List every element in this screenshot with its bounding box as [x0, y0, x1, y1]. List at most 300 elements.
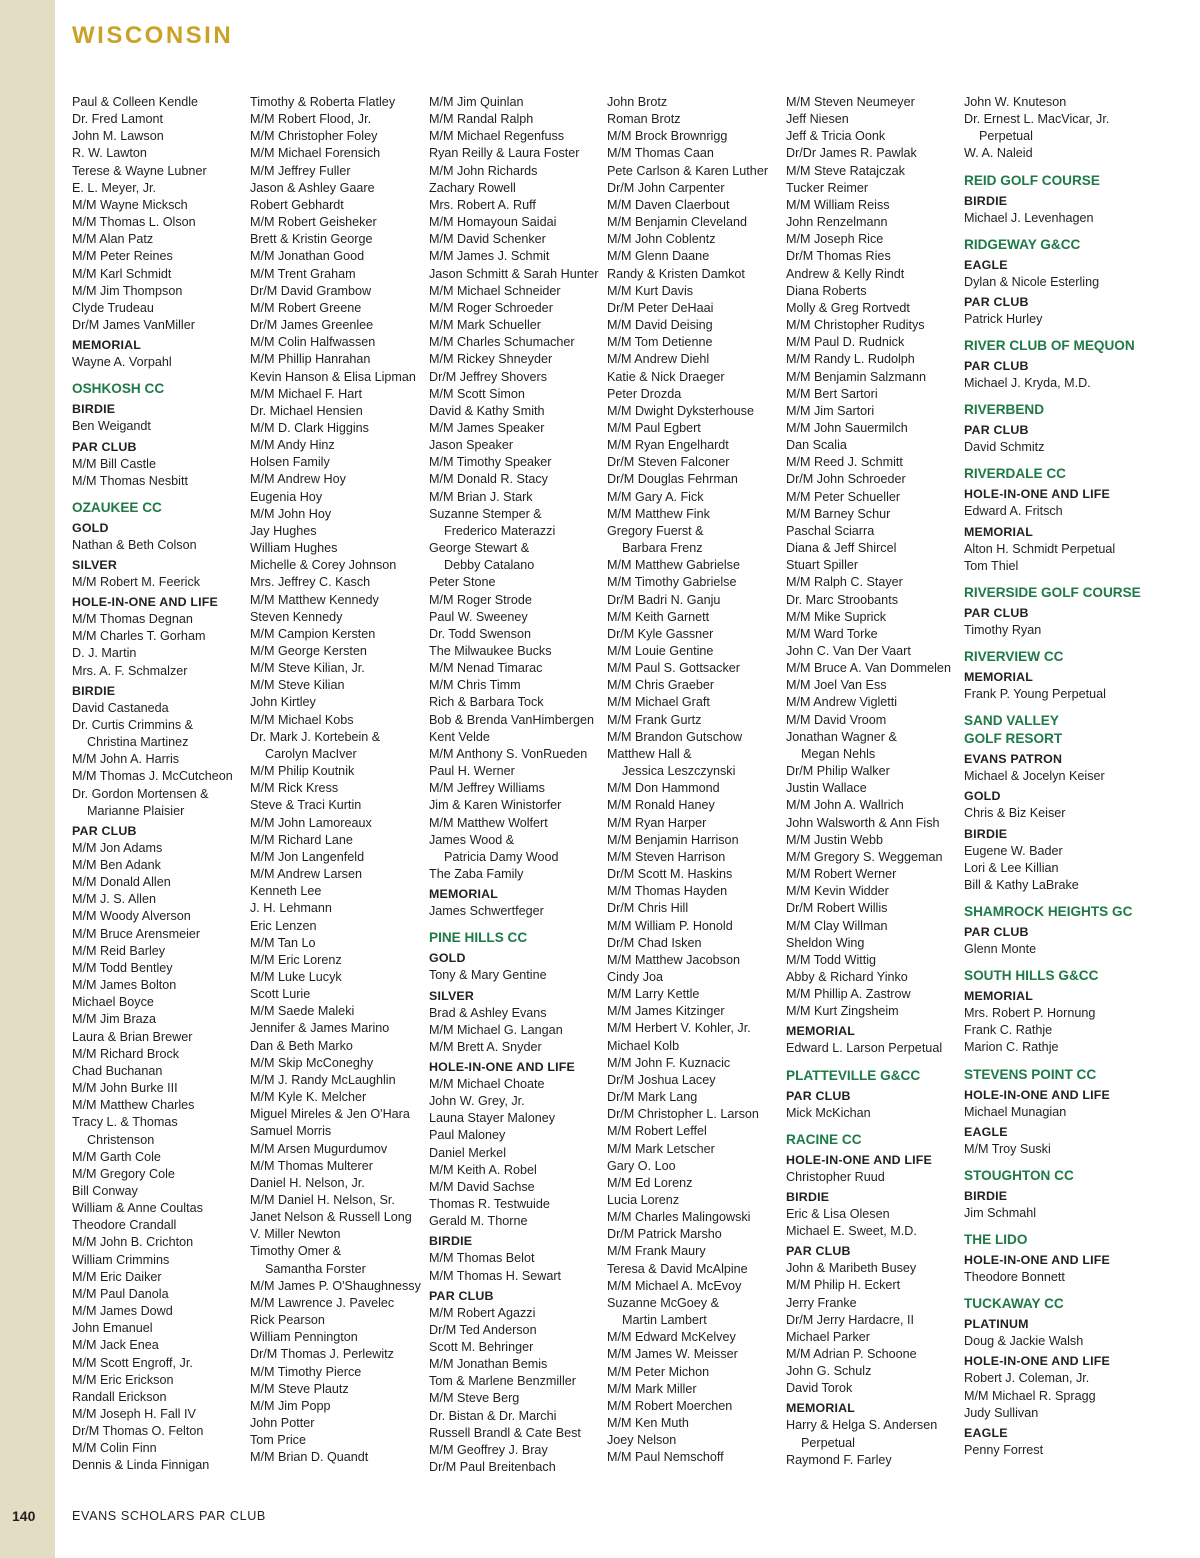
donor-name: Harry & Helga S. Andersen — [786, 1418, 938, 1433]
donor-name: Michael Munagian — [964, 1104, 1067, 1119]
donor-name: Mrs. Robert A. Ruff — [429, 197, 536, 212]
donor-level: PAR CLUB — [786, 1244, 851, 1259]
donor-name: M/M Steve Plautz — [250, 1381, 349, 1396]
donor-name: Peter Drozda — [607, 386, 682, 401]
donor-name: James Schwertfeger — [429, 904, 544, 919]
donor-name: Michael Kolb — [607, 1038, 680, 1053]
donor-name: M/M Randy L. Rudolph — [786, 352, 915, 367]
donor-name: M/M William Reiss — [786, 197, 890, 212]
donor-level: HOLE-IN-ONE AND LIFE — [429, 1059, 576, 1074]
club-heading: GOLF RESORT — [964, 731, 1063, 747]
donor-name: M/M Brian D. Quandt — [250, 1450, 369, 1465]
donor-name: Dr/M John Carpenter — [607, 180, 725, 195]
page-footer — [0, 1508, 600, 1528]
donor-name: Russell Brandl & Cate Best — [429, 1425, 581, 1440]
club-heading: STEVENS POINT CC — [964, 1066, 1097, 1082]
column-2 — [250, 94, 430, 1467]
donor-name: Rich & Barbara Tock — [429, 695, 544, 710]
donor-name: M/M Brandon Gutschow — [607, 729, 743, 744]
donor-name: Dr/M Mark Lang — [607, 1090, 698, 1105]
donor-name: Dr/M Badri N. Ganju — [607, 592, 721, 607]
donor-name: Roman Brotz — [607, 112, 681, 127]
donor-name: Frank P. Young Perpetual — [964, 687, 1106, 702]
donor-name: M/M Mark Miller — [607, 1381, 697, 1396]
donor-name: M/M Paul D. Rudnick — [786, 335, 905, 350]
donor-name: M/M Tom Detienne — [607, 335, 713, 350]
donor-name: M/M Jack Enea — [72, 1338, 159, 1353]
donor-name: Marion C. Rathje — [964, 1040, 1059, 1055]
donor-name: M/M Mike Suprick — [786, 609, 887, 624]
donor-name: M/M Daven Claerbout — [607, 197, 730, 212]
donor-level: BIRDIE — [964, 193, 1008, 208]
donor-name: M/M Eric Daiker — [72, 1269, 162, 1284]
donor-name: Dr/M Philip Walker — [786, 764, 890, 779]
column-5 — [786, 94, 966, 1469]
donor-name: John W. Grey, Jr. — [429, 1094, 525, 1109]
donor-level: PAR CLUB — [72, 439, 137, 454]
donor-name: M/M James J. Schmit — [429, 249, 550, 264]
club-heading: SHAMROCK HEIGHTS GC — [964, 903, 1133, 919]
donor-name: M/M Peter Schueller — [786, 489, 901, 504]
donor-name: M/M Robert M. Feerick — [72, 574, 201, 589]
donor-name: Holsen Family — [250, 455, 330, 470]
donor-name: Terese & Wayne Lubner — [72, 163, 207, 178]
donor-name: M/M Matthew Gabrielse — [607, 558, 740, 573]
donor-name: Randall Erickson — [72, 1389, 167, 1404]
donor-name: M/M Troy Suski — [964, 1141, 1051, 1156]
donor-name: Mrs. Robert P. Hornung — [964, 1006, 1096, 1021]
donor-level: GOLD — [72, 520, 109, 535]
donor-name: Timothy Omer & — [250, 1244, 342, 1259]
donor-name: M/M David Sachse — [429, 1179, 535, 1194]
donor-name: Miguel Mireles & Jen O'Hara — [250, 1107, 410, 1122]
donor-name: James Wood & — [429, 832, 515, 847]
donor-name: M/M Benjamin Cleveland — [607, 215, 747, 230]
donor-level: HOLE-IN-ONE AND LIFE — [964, 1087, 1111, 1102]
club-heading: RIVERSIDE GOLF COURSE — [964, 584, 1141, 600]
donor-name: M/M Robert Leffel — [607, 1124, 707, 1139]
donor-name: M/M James Dowd — [72, 1304, 173, 1319]
donor-name: John M. Lawson — [72, 129, 164, 144]
donor-name: Eric Lenzen — [250, 918, 317, 933]
donor-name: M/M Andrew Vigletti — [786, 695, 898, 710]
donor-name: M/M John Burke III — [72, 1081, 178, 1096]
donor-name: M/M John Richards — [429, 163, 538, 178]
donor-name: M/M Kyle K. Melcher — [250, 1090, 367, 1105]
donor-level: GOLD — [964, 789, 1001, 804]
donor-name: Dr/M Robert Willis — [786, 901, 888, 916]
donor-name: Dr/M Chris Hill — [607, 901, 689, 916]
donor-name: M/M Jeffrey Fuller — [250, 163, 351, 178]
donor-name: M/M Jim Thompson — [72, 283, 183, 298]
donor-name: M/M Ronald Haney — [607, 798, 715, 813]
donor-name: M/M Timothy Gabrielse — [607, 575, 737, 590]
club-heading: RACINE CC — [786, 1131, 862, 1147]
donor-level: BIRDIE — [964, 826, 1008, 841]
donor-name: William & Anne Coultas — [72, 1201, 203, 1216]
donor-name: M/M Dwight Dyksterhouse — [607, 403, 754, 418]
donor-name: Tony & Mary Gentine — [429, 968, 547, 983]
donor-name: Mrs. Jeffrey C. Kasch — [250, 575, 371, 590]
donor-name: Suzanne McGoey & — [607, 1295, 720, 1310]
donor-level: BIRDIE — [72, 402, 116, 417]
donor-name: Paul W. Sweeney — [429, 609, 528, 624]
donor-name: M/M Geoffrey J. Bray — [429, 1442, 548, 1457]
donor-name: Laura & Brian Brewer — [72, 1029, 193, 1044]
donor-name: Launa Stayer Maloney — [429, 1111, 556, 1126]
donor-name: Matthew Hall & — [607, 746, 692, 761]
donor-name: Brad & Ashley Evans — [429, 1005, 547, 1020]
donor-name: Cindy Joa — [607, 969, 664, 984]
donor-name: M/M Thomas Caan — [607, 146, 714, 161]
donor-name: M/M Michael Graft — [607, 695, 710, 710]
donor-name: Diana & Jeff Shircel — [786, 541, 897, 556]
club-heading: RIVERDALE CC — [964, 466, 1066, 482]
donor-level: PAR CLUB — [964, 423, 1029, 438]
donor-name: Jeff Niesen — [786, 112, 849, 127]
donor-name: M/M George Kersten — [250, 644, 367, 658]
donor-name: John Brotz — [607, 95, 668, 109]
donor-name: Perpetual — [979, 129, 1033, 144]
donor-name: R. W. Lawton — [72, 146, 147, 161]
donor-name: Paul H. Werner — [429, 764, 515, 779]
donor-name: M/M Campion Kersten — [250, 626, 376, 641]
club-heading: TUCKAWAY CC — [964, 1296, 1064, 1312]
donor-name: M/M Bruce Arensmeier — [72, 926, 201, 941]
donor-name: Jim Schmahl — [964, 1205, 1037, 1220]
donor-level: BIRDIE — [72, 683, 116, 698]
donor-name: M/M James Speaker — [429, 420, 545, 435]
donor-name: The Milwaukee Bucks — [429, 644, 552, 658]
donor-name: M/M Thomas Nesbitt — [72, 473, 188, 488]
donor-name: Dr. Bistan & Dr. Marchi — [429, 1408, 557, 1423]
donor-name: Tom & Marlene Benzmiller — [429, 1374, 576, 1389]
donor-name: Doug & Jackie Walsh — [964, 1334, 1084, 1349]
donor-level: MEMORIAL — [786, 1401, 856, 1416]
donor-name: Theodore Bonnett — [964, 1270, 1065, 1285]
donor-name: M/M Paul Danola — [72, 1286, 169, 1301]
donor-name: Patrick Hurley — [964, 311, 1043, 326]
donor-name: Glenn Monte — [964, 941, 1037, 956]
donor-name: Eugene W. Bader — [964, 843, 1063, 858]
column-6 — [964, 94, 1144, 1459]
donor-name: M/M Philip Koutnik — [250, 764, 355, 779]
donor-name: M/M Kurt Davis — [607, 283, 694, 298]
donor-name: Scott M. Behringer — [429, 1340, 534, 1354]
club-heading: REID GOLF COURSE — [964, 172, 1100, 188]
donor-name: M/M Colin Finn — [72, 1441, 157, 1456]
donor-name: Randy & Kristen Damkot — [607, 266, 745, 281]
donor-name: Dr. Todd Swenson — [429, 626, 531, 641]
donor-name: M/M Jonathan Good — [250, 249, 365, 264]
page-title: WISCONSIN — [72, 22, 234, 49]
club-heading: RIVERBEND — [964, 402, 1045, 418]
donor-name: Molly & Greg Rortvedt — [786, 300, 910, 315]
donor-name: Joey Nelson — [607, 1433, 677, 1448]
donor-name: M/M Richard Lane — [250, 832, 353, 847]
donor-level: MEMORIAL — [964, 670, 1034, 685]
page-number: 140 — [12, 1508, 36, 1524]
donor-name: Marianne Plaisier — [87, 803, 185, 818]
donor-level: PAR CLUB — [964, 294, 1029, 309]
club-heading: RIVERVIEW CC — [964, 649, 1064, 665]
donor-level: SILVER — [72, 557, 118, 572]
donor-name: Katie & Nick Draeger — [607, 369, 725, 384]
donor-name: M/M Jim Sartori — [786, 403, 875, 418]
donor-name: M/M Steve Berg — [429, 1391, 520, 1406]
donor-columns — [0, 94, 1200, 1494]
donor-name: M/M Paul Nemschoff — [607, 1450, 724, 1465]
donor-name: M/M Thomas Degnan — [72, 612, 193, 627]
donor-name: M/M John F. Kuznacic — [607, 1055, 731, 1070]
donor-name: Michael J. Levenhagen — [964, 210, 1094, 225]
donor-name: Lori & Lee Killian — [964, 860, 1059, 875]
donor-name: Scott Lurie — [250, 987, 311, 1002]
donor-name: M/M Jim Popp — [250, 1398, 331, 1413]
donor-name: Jennifer & James Marino — [250, 1021, 390, 1036]
donor-name: M/M John A. Wallrich — [786, 798, 904, 813]
donor-name: M/M Todd Bentley — [72, 960, 173, 975]
donor-level: HOLE-IN-ONE AND LIFE — [964, 487, 1111, 502]
donor-name: M/M Chris Timm — [429, 678, 521, 693]
donor-name: M/M Peter Reines — [72, 249, 173, 264]
donor-level: SILVER — [429, 988, 475, 1003]
column-3 — [429, 94, 609, 1476]
donor-name: John Kirtley — [250, 695, 316, 710]
donor-name: Dr/M Patrick Marsho — [607, 1227, 722, 1242]
donor-name: M/M Timothy Speaker — [429, 455, 552, 470]
donor-name: M/M John Coblentz — [607, 232, 716, 247]
donor-name: Kent Velde — [429, 729, 490, 744]
donor-name: Dr. Michael Hensien — [250, 403, 363, 418]
donor-name: Jerry Franke — [786, 1295, 857, 1310]
donor-name: John C. Van Der Vaart — [786, 644, 911, 658]
donor-name: M/M Eric Erickson — [72, 1372, 174, 1387]
donor-name: Jason & Ashley Gaare — [250, 180, 375, 195]
donor-name: Tucker Reimer — [786, 180, 869, 195]
donor-name: Michael Boyce — [72, 995, 154, 1010]
donor-name: John Emanuel — [72, 1321, 153, 1336]
donor-level: MEMORIAL — [964, 524, 1034, 539]
donor-name: M/M Daniel H. Nelson, Sr. — [250, 1193, 395, 1207]
donor-level: PAR CLUB — [429, 1288, 494, 1303]
donor-name: M/M Andrew Larsen — [250, 867, 362, 882]
donor-name: Dr/M Ted Anderson — [429, 1322, 537, 1337]
club-heading: OZAUKEE CC — [72, 499, 162, 515]
donor-name: M/M Mark Schueller — [429, 318, 541, 333]
donor-name: M/M Edward McKelvey — [607, 1330, 736, 1345]
donor-name: Lucia Lorenz — [607, 1193, 680, 1207]
donor-name: M/M Bruce A. Van Dommelen — [786, 661, 951, 676]
donor-name: William Crimmins — [72, 1252, 170, 1267]
donor-name: M/M Arsen Mugurdumov — [250, 1141, 388, 1156]
donor-name: Dylan & Nicole Esterling — [964, 274, 1100, 289]
donor-name: Peter Stone — [429, 575, 496, 590]
donor-name: M/M Steve Kilian — [250, 678, 345, 693]
donor-name: Diana Roberts — [786, 283, 867, 298]
donor-name: Dr/M Thomas J. Perlewitz — [250, 1347, 394, 1362]
donor-name: Daniel Merkel — [429, 1145, 506, 1160]
donor-name: Suzanne Stemper & — [429, 506, 542, 521]
donor-name: Michael Parker — [786, 1329, 870, 1344]
donor-name: Raymond F. Farley — [786, 1452, 892, 1467]
donor-level: PAR CLUB — [964, 359, 1029, 374]
donor-name: M/M Michael Kobs — [250, 712, 354, 727]
donor-level: HOLE-IN-ONE AND LIFE — [964, 1253, 1111, 1268]
donor-name: M/M David Deising — [607, 318, 713, 333]
donor-name: William Pennington — [250, 1330, 358, 1345]
donor-name: M/M Donald R. Stacy — [429, 472, 548, 487]
donor-name: M/M Brett A. Snyder — [429, 1039, 542, 1054]
donor-name: M/M Frank Maury — [607, 1244, 706, 1259]
donor-name: The Zaba Family — [429, 867, 524, 882]
donor-name: M/M Gary A. Fick — [607, 489, 704, 504]
donor-name: M/M Bert Sartori — [786, 386, 878, 401]
donor-name: Kevin Hanson & Elisa Lipman — [250, 369, 416, 384]
donor-name: Nathan & Beth Colson — [72, 537, 197, 552]
donor-name: Andrew & Kelly Rindt — [786, 266, 905, 281]
donor-name: M/M Rickey Shneyder — [429, 352, 553, 367]
donor-name: Robert J. Coleman, Jr. — [964, 1371, 1090, 1386]
donor-name: M/M Jonathan Bemis — [429, 1357, 548, 1372]
donor-name: M/M Robert Greene — [250, 300, 362, 315]
donor-name: M/M D. Clark Higgins — [250, 420, 369, 435]
donor-name: Jonathan Wagner & — [786, 729, 897, 744]
donor-name: M/M John Lamoreaux — [250, 815, 372, 830]
donor-name: Dr/M Jeffrey Shovers — [429, 369, 548, 384]
donor-name: Dr/M Chad Isken — [607, 935, 702, 950]
donor-name: Tom Price — [250, 1433, 306, 1448]
donor-name: Dan Scalia — [786, 438, 847, 453]
donor-name: William Hughes — [250, 541, 338, 556]
club-heading: OSHKOSH CC — [72, 381, 165, 397]
donor-name: M/M Frank Gurtz — [607, 712, 702, 727]
donor-name: M/M Reed J. Schmitt — [786, 455, 903, 470]
donor-name: Alton H. Schmidt Perpetual — [964, 541, 1116, 556]
donor-level: MEMORIAL — [429, 887, 499, 902]
donor-name: M/M William P. Honold — [607, 918, 733, 933]
donor-name: Patricia Damy Wood — [444, 849, 559, 864]
donor-name: Dr. Gordon Mortensen & — [72, 786, 209, 801]
donor-name: Justin Wallace — [786, 781, 867, 796]
donor-name: John Walsworth & Ann Fish — [786, 815, 940, 830]
donor-name: M/M John B. Crichton — [72, 1235, 194, 1250]
donor-name: M/M Scott Engroff, Jr. — [72, 1355, 193, 1370]
donor-name: M/M Herbert V. Kohler, Jr. — [607, 1021, 751, 1036]
donor-name: M/M John Hoy — [250, 506, 332, 521]
donor-name: Jeff & Tricia Oonk — [786, 129, 886, 144]
donor-name: Jay Hughes — [250, 523, 317, 538]
donor-name: Dr. Fred Lamont — [72, 112, 163, 127]
donor-name: M/M Ryan Harper — [607, 815, 707, 830]
donor-name: Frederico Materazzi — [444, 523, 556, 538]
club-heading: RIVER CLUB OF MEQUON — [964, 338, 1135, 354]
donor-name: Megan Nehls — [801, 746, 876, 761]
donor-name: D. J. Martin — [72, 646, 137, 661]
donor-name: M/M Roger Strode — [429, 592, 532, 607]
donor-name: M/M Jon Langenfeld — [250, 849, 365, 864]
donor-name: M/M Larry Kettle — [607, 987, 700, 1002]
donor-name: M/M Steven Harrison — [607, 849, 726, 864]
donor-name: M/M Adrian P. Schoone — [786, 1347, 917, 1361]
donor-name: Dr/M Christopher L. Larson — [607, 1107, 759, 1122]
donor-name: M/M James W. Meisser — [607, 1347, 738, 1362]
donor-name: Christopher Ruud — [786, 1169, 885, 1184]
donor-name: M/M Michael Schneider — [429, 283, 561, 298]
donor-name: M/M Alan Patz — [72, 232, 154, 247]
donor-name: John Renzelmann — [786, 215, 888, 230]
donor-name: M/M Randal Ralph — [429, 112, 534, 127]
donor-name: M/M Michael A. McEvoy — [607, 1278, 742, 1293]
donor-name: J. H. Lehmann — [250, 901, 332, 916]
donor-level: PAR CLUB — [72, 823, 137, 838]
donor-name: Dr/M Scott M. Haskins — [607, 867, 733, 882]
donor-name: M/M Michael Forensich — [250, 146, 381, 161]
donor-name: Samantha Forster — [265, 1261, 366, 1276]
donor-name: M/M Scott Simon — [429, 386, 525, 401]
donor-name: M/M Phillip A. Zastrow — [786, 987, 911, 1002]
donor-name: M/M Karl Schmidt — [72, 266, 172, 281]
donor-name: M/M Glenn Daane — [607, 249, 710, 264]
donor-name: M/M Todd Wittig — [786, 952, 877, 967]
donor-level: BIRDIE — [429, 1234, 473, 1249]
donor-level: PAR CLUB — [786, 1088, 851, 1103]
club-heading: PLATTEVILLE G&CC — [786, 1067, 921, 1083]
donor-name: Janet Nelson & Russell Long — [250, 1210, 412, 1225]
donor-name: Steve & Traci Kurtin — [250, 798, 362, 813]
donor-name: M/M Kevin Widder — [786, 884, 889, 899]
donor-name: Barbara Frenz — [622, 541, 703, 556]
donor-name: David Torok — [786, 1381, 853, 1396]
donor-level: MEMORIAL — [72, 338, 142, 353]
donor-name: Paul & Colleen Kendle — [72, 95, 199, 109]
donor-level: BIRDIE — [786, 1189, 830, 1204]
donor-name: M/M Michael F. Hart — [250, 386, 362, 401]
donor-name: M/M Tan Lo — [250, 935, 316, 950]
donor-name: Christina Martinez — [87, 735, 189, 750]
donor-name: Rick Pearson — [250, 1313, 325, 1328]
club-heading: STOUGHTON CC — [964, 1167, 1074, 1183]
donor-name: Dr. Ernest L. MacVicar, Jr. — [964, 112, 1110, 127]
donor-name: M/M Richard Brock — [72, 1046, 180, 1061]
donor-name: Bob & Brenda VanHimbergen — [429, 712, 594, 727]
donor-name: M/M Anthony S. VonRueden — [429, 746, 588, 761]
donor-name: M/M James Kitzinger — [607, 1004, 725, 1019]
donor-name: Paschal Sciarra — [786, 523, 875, 538]
donor-name: M/M Nenad Timarac — [429, 661, 543, 676]
donor-name: M/M Mark Letscher — [607, 1141, 715, 1156]
donor-name: Dr/Dr James R. Pawlak — [786, 146, 917, 161]
donor-name: Mick McKichan — [786, 1105, 871, 1120]
donor-name: M/M Woody Alverson — [72, 909, 191, 924]
donor-name: Teresa & David McAlpine — [607, 1261, 748, 1276]
donor-name: M/M Donald Allen — [72, 875, 171, 890]
donor-name: Dr/M John Schroeder — [786, 472, 906, 487]
donor-name: M/M Ryan Engelhardt — [607, 438, 729, 453]
donor-name: M/M Ward Torke — [786, 626, 878, 641]
donor-name: Chris & Biz Keiser — [964, 806, 1066, 821]
donor-name: M/M John Sauermilch — [786, 420, 908, 435]
donor-name: David & Kathy Smith — [429, 403, 545, 418]
club-heading: SAND VALLEY — [964, 713, 1059, 729]
donor-name: M/M Gregory S. Weggeman — [786, 849, 943, 864]
donor-level: EAGLE — [964, 1124, 1008, 1139]
donor-name: Sheldon Wing — [786, 935, 865, 950]
donor-name: M/M Clay Willman — [786, 918, 888, 933]
donor-name: M/M Michael G. Langan — [429, 1022, 563, 1037]
donor-name: Bill & Kathy LaBrake — [964, 877, 1079, 892]
donor-level: EAGLE — [964, 257, 1008, 272]
